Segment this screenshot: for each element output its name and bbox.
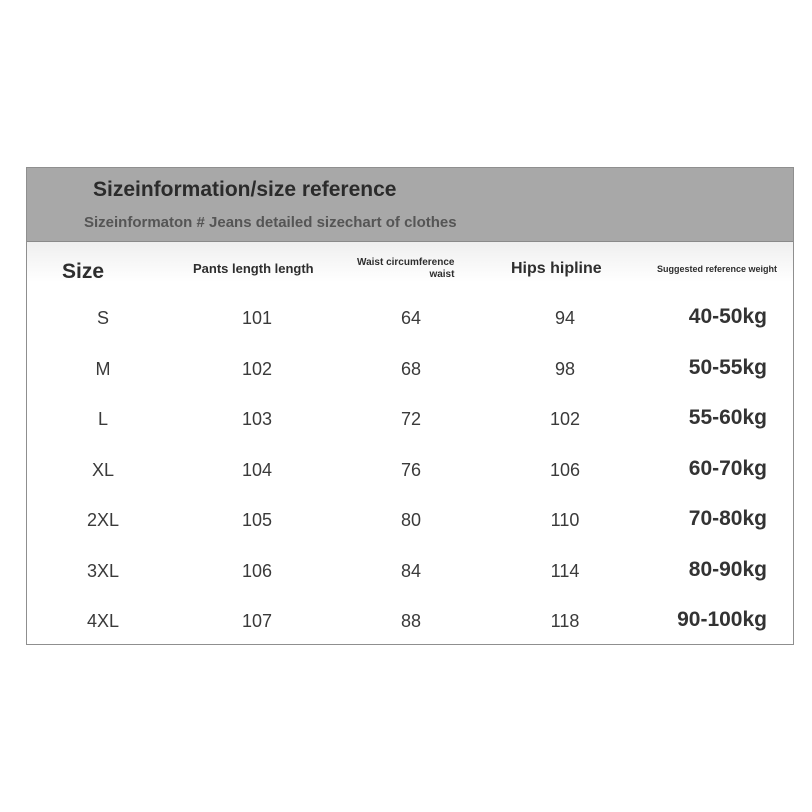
cell-hips: 114 <box>550 560 580 581</box>
cell-length: 103 <box>241 409 273 429</box>
cell-weight: 70-80kg <box>688 507 767 530</box>
column-header-weight: Suggested reference weight <box>657 264 778 274</box>
cell-weight: 60-70kg <box>688 456 767 480</box>
cell-size: L <box>97 409 108 429</box>
cell-hips: 94 <box>554 308 576 328</box>
cell-waist: 84 <box>400 560 422 581</box>
cell-length: 105 <box>241 510 273 530</box>
cell-length: 101 <box>241 308 273 328</box>
cell-waist: 76 <box>400 459 422 480</box>
cell-waist: 88 <box>400 611 422 631</box>
cell-weight: 55-60kg <box>688 406 767 429</box>
cell-hips: 118 <box>550 611 580 631</box>
cell-size: 4XL <box>86 611 120 631</box>
cell-length: 104 <box>241 459 273 480</box>
cell-size: 3XL <box>86 560 120 581</box>
cell-weight: 50-55kg <box>688 355 767 379</box>
column-header-size: Size <box>62 260 105 283</box>
size-chart <box>26 167 794 645</box>
cell-size: M <box>95 358 111 379</box>
cell-waist: 72 <box>400 409 422 429</box>
chart-subtitle: Sizeinformaton # Jeans detailed sizechart of clothes <box>84 214 457 231</box>
column-header-hips: Hips hipline <box>511 260 602 277</box>
cell-hips: 102 <box>549 409 581 429</box>
cell-weight: 40-50kg <box>688 305 767 328</box>
header-band <box>27 168 793 242</box>
cell-hips: 106 <box>549 459 581 480</box>
cell-waist: 64 <box>400 308 422 328</box>
cell-length: 102 <box>241 358 273 379</box>
cell-hips: 98 <box>554 358 576 379</box>
cell-waist: 80 <box>400 510 422 530</box>
cell-weight: 80-90kg <box>688 557 767 581</box>
cell-weight: 90-100kg <box>677 608 767 631</box>
chart-title: Sizeinformation/size reference <box>93 178 397 201</box>
cell-length: 107 <box>241 611 273 631</box>
cell-size: XL <box>91 459 115 480</box>
column-header-waist <box>357 257 454 281</box>
cell-waist: 68 <box>400 358 422 379</box>
cell-length: 106 <box>241 560 273 581</box>
column-header-waist-line1: Waist circumference <box>357 257 455 268</box>
cell-size: 2XL <box>86 510 120 530</box>
cell-hips: 110 <box>550 510 580 530</box>
column-header-length: Pants length length <box>193 261 314 276</box>
cell-size: S <box>96 308 109 328</box>
column-header-waist-line2: waist <box>429 269 455 280</box>
